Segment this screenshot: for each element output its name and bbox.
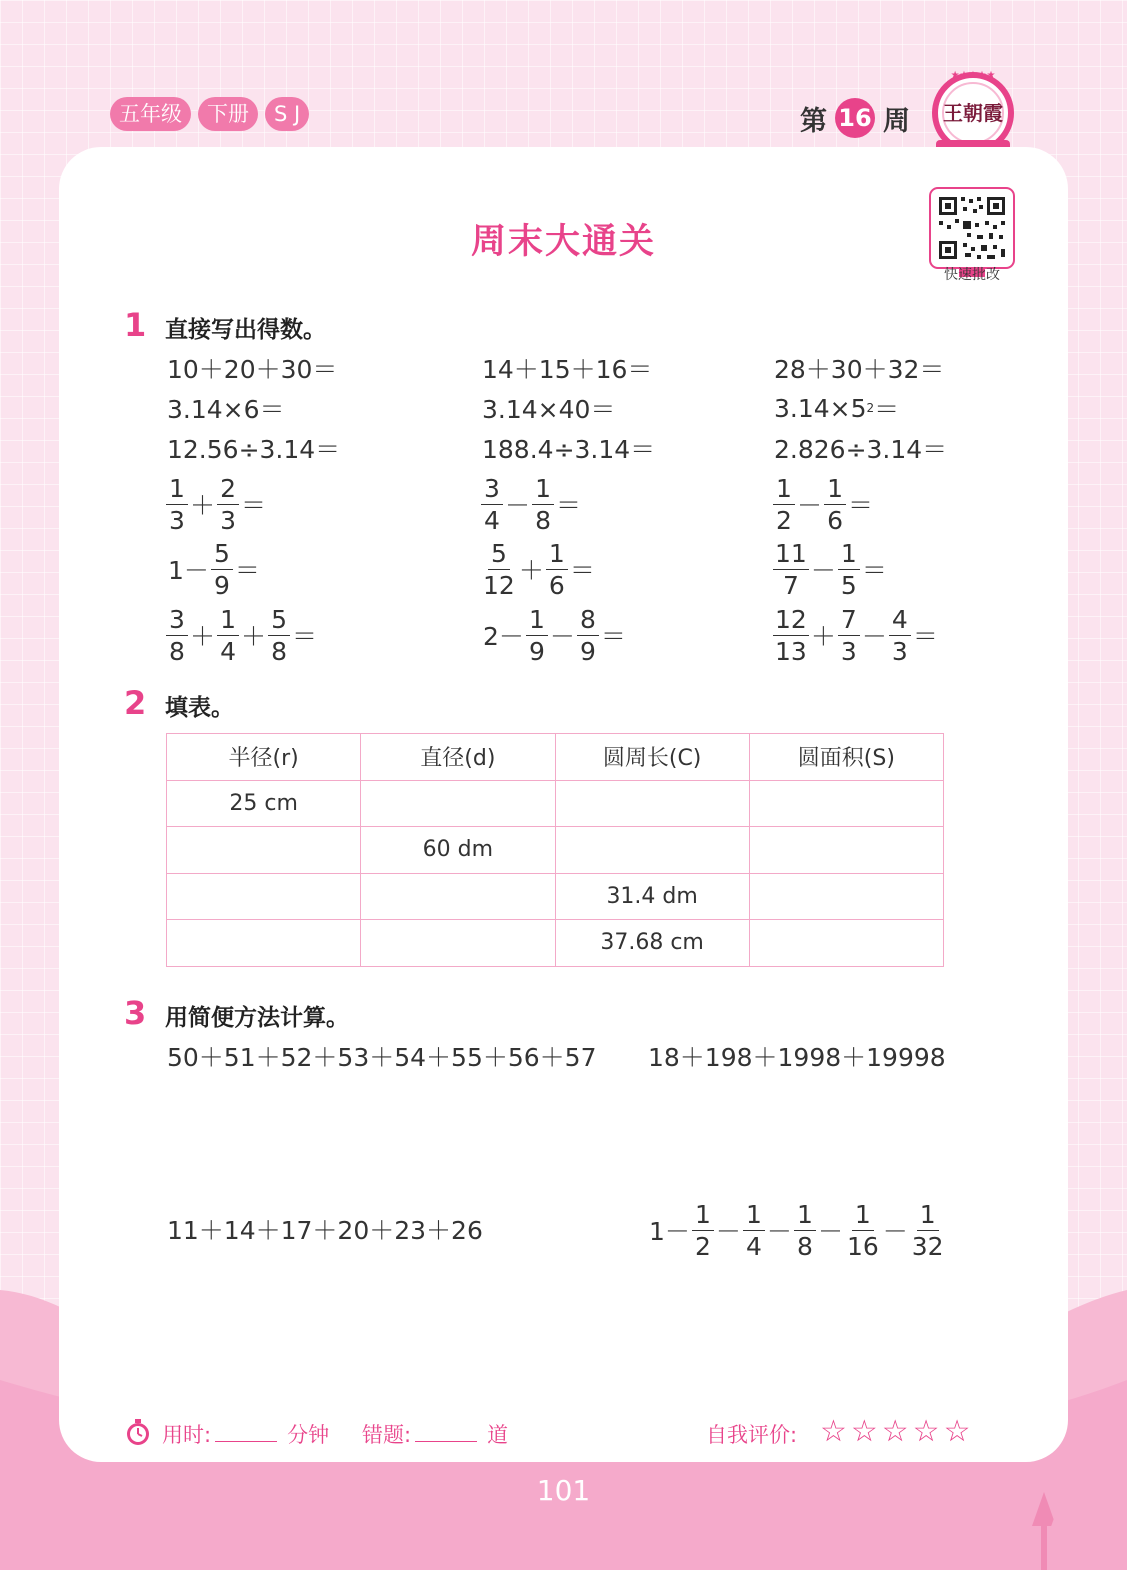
arrow-decoration-icon: [1028, 1492, 1078, 1570]
frac-expr-1-3: $\frac{1}{2}$ － $\frac{1}{6}$ ＝: [772, 479, 874, 529]
fraction: $\frac{12}{13}$: [775, 604, 807, 666]
fraction: $\frac{1}{32}$: [911, 1199, 944, 1261]
expr-2-3-equals: ＝: [874, 395, 900, 424]
frac-expr-1-2: $\frac{3}{4}$ － $\frac{1}{8}$ ＝: [480, 479, 582, 529]
grade-tags: [110, 97, 309, 131]
fraction: $\frac{4}{3}$: [889, 605, 911, 666]
frac-expr-2-2: $\frac{5}{12}$ ＋ $\frac{1}{6}$ ＝: [483, 538, 595, 600]
circle-table: [166, 733, 944, 967]
fraction: $\frac{1}{5}$: [838, 539, 860, 600]
errors-label: 错题:: [362, 1423, 412, 1447]
fraction: $\frac{1}{6}$: [824, 474, 846, 535]
week-suffix: 周: [883, 105, 910, 137]
section-3-number: 3: [124, 994, 147, 1032]
table-cell[interactable]: 60 dm: [361, 827, 555, 874]
section-3-heading: 用简便方法计算。: [165, 1005, 349, 1031]
section-2-number: 2: [124, 684, 147, 722]
fraction: $\frac{5}{9}$: [211, 539, 233, 600]
fraction: $\frac{1}{6}$: [546, 539, 568, 600]
expr-1-1: 10＋20＋30＝: [167, 355, 338, 384]
table-header-row: [167, 734, 944, 781]
expr-2-3-exponent: 2: [866, 401, 875, 415]
table-cell[interactable]: [749, 920, 943, 967]
time-used: [162, 1419, 329, 1449]
fraction: $\frac{1}{16}$: [846, 1199, 879, 1261]
page-title: 周末大通关: [470, 222, 656, 262]
frac-expr-3-1: $\frac{3}{8}$ ＋ $\frac{1}{4}$ ＋ $\frac{5}{8}$ ＝: [165, 610, 318, 660]
fraction: $\frac{11}{7}$: [775, 538, 807, 600]
expr-2-1: 3.14×6＝: [167, 395, 285, 424]
expr-1-3: 28＋30＋32＝: [774, 355, 945, 384]
expr-1-2: 14＋15＋16＝: [482, 355, 653, 384]
simplify-q1: 50＋51＋52＋53＋54＋55＋56＋57: [167, 1043, 597, 1072]
fraction: $\frac{1}{8}$: [532, 474, 554, 535]
fraction: $\frac{5}{8}$: [268, 605, 290, 666]
self-eval-label: 自我评价:: [706, 1423, 798, 1447]
section-1-number: 1: [124, 306, 147, 344]
expr-3-1: 12.56÷3.14＝: [167, 435, 341, 464]
fraction: $\frac{2}{3}$: [217, 474, 239, 535]
fraction: $\frac{1}{4}$: [217, 605, 239, 666]
grade-tag: 五年级: [110, 97, 191, 131]
expr-3-3: 2.826÷3.14＝: [774, 435, 948, 464]
section-1-heading: 直接写出得数。: [165, 317, 326, 343]
fraction: $\frac{3}{8}$: [166, 605, 188, 666]
week-number-badge: 16: [835, 98, 875, 138]
header-circumference: 圆周长(C): [555, 734, 749, 781]
table-cell[interactable]: 31.4 dm: [555, 873, 749, 920]
edition-tag: S J: [265, 97, 309, 131]
fraction: $\frac{7}{3}$: [838, 605, 860, 666]
fraction: $\frac{3}{4}$: [481, 474, 503, 535]
fraction: $\frac{1}{8}$: [794, 1200, 816, 1261]
table-cell[interactable]: [749, 827, 943, 874]
table-cell[interactable]: [167, 873, 361, 920]
frac-expr-2-1: 1－ $\frac{5}{9}$ ＝: [168, 538, 260, 600]
frac-expr-1-1: $\frac{1}{3}$ ＋ $\frac{2}{3}$ ＝: [165, 479, 267, 529]
header-area: 圆面积(S): [749, 734, 943, 781]
page-number: 101: [536, 1474, 591, 1507]
week-label: [800, 98, 910, 138]
frac-expr-2-3: $\frac{11}{7}$ － $\frac{1}{5}$ ＝: [775, 538, 887, 600]
fraction: $\frac{1}{2}$: [773, 474, 795, 535]
table-cell[interactable]: [749, 873, 943, 920]
time-unit: 分钟: [287, 1423, 330, 1447]
rating-stars[interactable]: ☆☆☆☆☆: [820, 1414, 975, 1449]
fraction: $\frac{8}{9}$: [577, 605, 599, 666]
simplify-q3: 11＋14＋17＋20＋23＋26: [167, 1216, 483, 1245]
table-cell[interactable]: [167, 920, 361, 967]
expr-2-2: 3.14×40＝: [482, 395, 616, 424]
header-diameter: 直径(d): [361, 734, 555, 781]
table-cell[interactable]: [555, 827, 749, 874]
errors-unit: 道: [487, 1423, 509, 1447]
fraction: $\frac{1}{2}$: [692, 1200, 714, 1261]
expr-2-3: [774, 388, 899, 428]
week-prefix: 第: [800, 105, 827, 137]
table-cell[interactable]: [361, 780, 555, 827]
volume-tag: 下册: [198, 97, 258, 131]
table-cell[interactable]: 37.68 cm: [555, 920, 749, 967]
table-cell[interactable]: 25 cm: [167, 780, 361, 827]
expr-3-2: 188.4÷3.14＝: [482, 435, 656, 464]
table-row: [167, 920, 944, 967]
frac-expr-3-2: 2－ $\frac{1}{9}$ － $\frac{8}{9}$ ＝: [483, 604, 626, 666]
errors-blank[interactable]: [415, 1424, 477, 1442]
stopwatch-icon: [123, 1417, 153, 1447]
section-2-heading: 填表。: [165, 695, 234, 721]
frac-expr-3-3: $\frac{12}{13}$ ＋ $\frac{7}{3}$ － $\frac{4}{3}$ ＝: [775, 604, 938, 666]
table-row: [167, 780, 944, 827]
simplify-q2: 18＋198＋1998＋19998: [648, 1043, 946, 1072]
error-count: [362, 1419, 508, 1449]
table-cell[interactable]: [361, 920, 555, 967]
expr-2-3-base: 3.14×5: [774, 393, 867, 423]
simplify-q4: 1－ $\frac{1}{2}$ － $\frac{1}{4}$ － $\frac{1}{8}$ － $\frac{1}{16}$ － $\frac{1}{32}$: [649, 1199, 944, 1261]
fraction: $\frac{1}{4}$: [743, 1200, 765, 1261]
svg-text:王朝霞: 王朝霞: [943, 101, 1003, 125]
fraction: $\frac{1}{3}$: [166, 474, 188, 535]
fraction: $\frac{1}{9}$: [526, 605, 548, 666]
table-row: [167, 873, 944, 920]
table-cell[interactable]: [361, 873, 555, 920]
time-label: 用时:: [162, 1423, 212, 1447]
table-row: [167, 827, 944, 874]
table-cell[interactable]: [749, 780, 943, 827]
table-cell[interactable]: [167, 827, 361, 874]
table-cell[interactable]: [555, 780, 749, 827]
svg-text:★★★★★: ★★★★★: [950, 70, 996, 81]
fraction: $\frac{5}{12}$: [483, 538, 515, 600]
header-radius: 半径(r): [167, 734, 361, 781]
quick-grading-label: 快速批改: [944, 267, 1000, 283]
time-blank[interactable]: [215, 1424, 277, 1442]
